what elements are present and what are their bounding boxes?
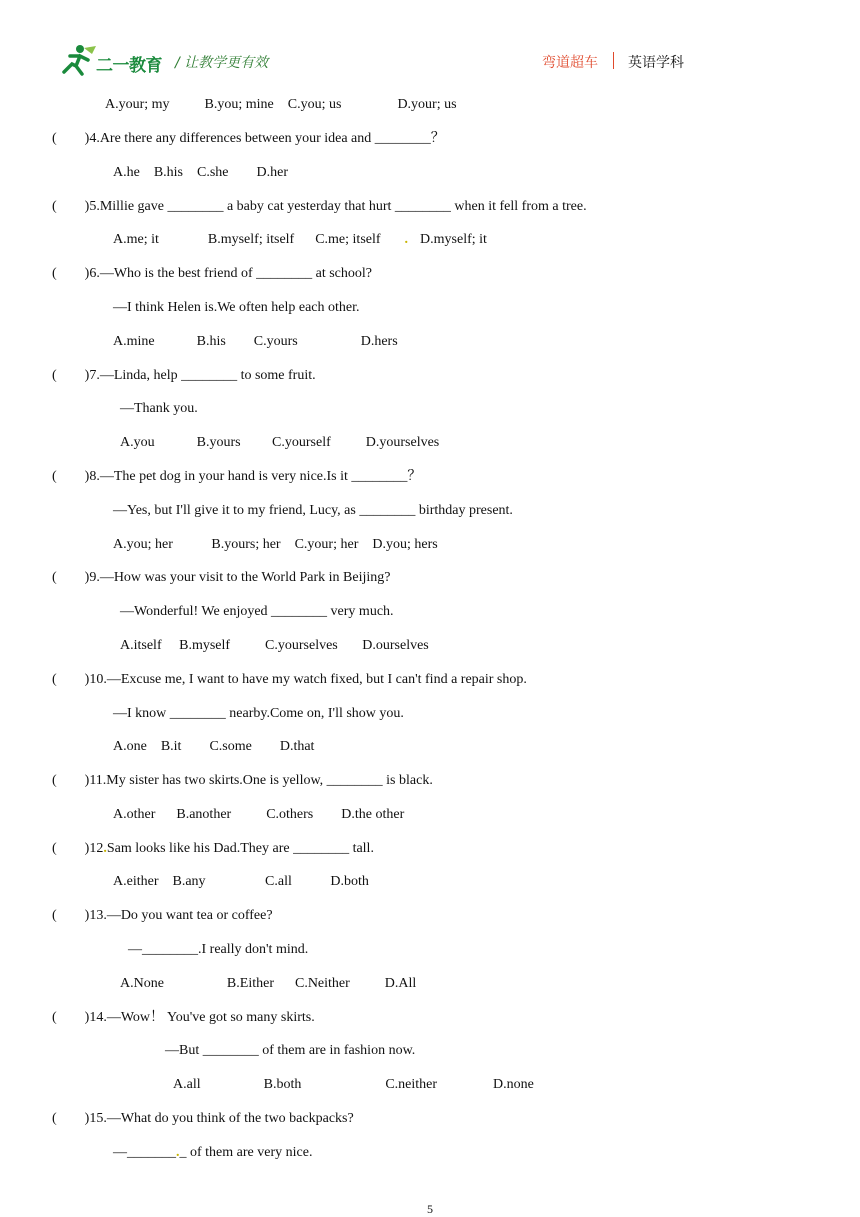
q6-stem: ( )6.—Who is the best friend of ________ at school? <box>52 266 372 281</box>
q12-stem <box>52 841 374 857</box>
q4-options: A.he B.his C.she D.her <box>113 165 288 180</box>
q12-options: A.either B.any C.all D.both <box>113 874 369 889</box>
q9-stem: ( )9.—How was your visit to the World Park in Beijing? <box>52 570 391 585</box>
q15-response <box>113 1145 312 1161</box>
yellow-mark-icon: . <box>176 1145 180 1160</box>
q15-text: _ of them are very nice. <box>179 1145 313 1160</box>
q9-options: A.itself B.myself C.yourselves D.ourselves <box>120 638 429 653</box>
q10-response: —I know ________ nearby.Come on, I'll show you. <box>113 706 404 721</box>
page-number: 5 <box>427 1202 433 1216</box>
q12-number: ( )12 <box>52 841 104 856</box>
q15-blank: —_______ <box>113 1145 176 1160</box>
q5-options-abc: A.me; it B.myself; itself C.me; itself <box>113 232 381 247</box>
slogan: / 让教学更有效 <box>175 55 269 71</box>
q8-options: A.you; her B.yours; her C.your; her D.you; hers <box>113 537 438 552</box>
q14-response: —But ________ of them are in fashion now. <box>165 1043 416 1058</box>
q7-options: A.you B.yours C.yourself D.yourselves <box>120 435 440 450</box>
logo-text: 二一教育 <box>96 56 162 76</box>
q13-response: —________.I really don't mind. <box>128 942 309 957</box>
q10-options: A.one B.it C.some D.that <box>113 739 315 754</box>
q15-stem: ( )15.—What do you think of the two backpacks? <box>52 1111 354 1126</box>
brand-text: 弯道超车 <box>542 55 598 71</box>
q5-option-d: D.myself; it <box>420 232 487 247</box>
q7-response: —Thank you. <box>120 401 198 416</box>
q13-stem: ( )13.—Do you want tea or coffee? <box>52 908 273 923</box>
q8-stem: ( )8.—The pet dog in your hand is very nice.Is it ________？ <box>52 469 422 484</box>
q6-response: —I think Helen is.We often help each other. <box>113 300 360 315</box>
q10-stem: ( )10.—Excuse me, I want to have my watch fixed, but I can't find a repair shop. <box>52 672 527 687</box>
q11-stem: ( )11.My sister has two skirts.One is yellow, ________ is black. <box>52 773 433 788</box>
q9-response: —Wonderful! We enjoyed ________ very much. <box>120 604 394 619</box>
q8-response: —Yes, but I'll give it to my friend, Lucy, as ________ birthday present. <box>113 503 513 518</box>
q4-stem: ( )4.Are there any differences between your idea and ________？ <box>52 131 445 146</box>
running-person-logo-icon <box>58 44 98 76</box>
q12-text: Sam looks like his Dad.They are ________ tall. <box>106 841 374 856</box>
yellow-mark-icon: . <box>404 232 409 247</box>
header-divider <box>613 52 614 69</box>
q5-options <box>113 232 487 248</box>
q6-options: A.mine B.his C.yours D.hers <box>113 334 398 349</box>
q14-stem: ( )14.—Wow！ You've got so many skirts. <box>52 1010 315 1025</box>
page-header <box>0 0 860 90</box>
subject-label: 英语学科 <box>628 55 684 71</box>
q13-options: A.None B.Either C.Neither D.All <box>120 976 417 991</box>
yellow-mark-icon: . <box>103 841 107 856</box>
q3-options: A.your; my B.you; mine C.you; us D.your; us <box>105 97 457 112</box>
q7-stem: ( )7.—Linda, help ________ to some fruit. <box>52 368 316 383</box>
q5-stem: ( )5.Millie gave ________ a baby cat yesterday that hurt ________ when it fell from a tree. <box>52 199 587 214</box>
q14-options: A.all B.both C.neither D.none <box>173 1077 534 1092</box>
q11-options: A.other B.another C.others D.the other <box>113 807 405 822</box>
